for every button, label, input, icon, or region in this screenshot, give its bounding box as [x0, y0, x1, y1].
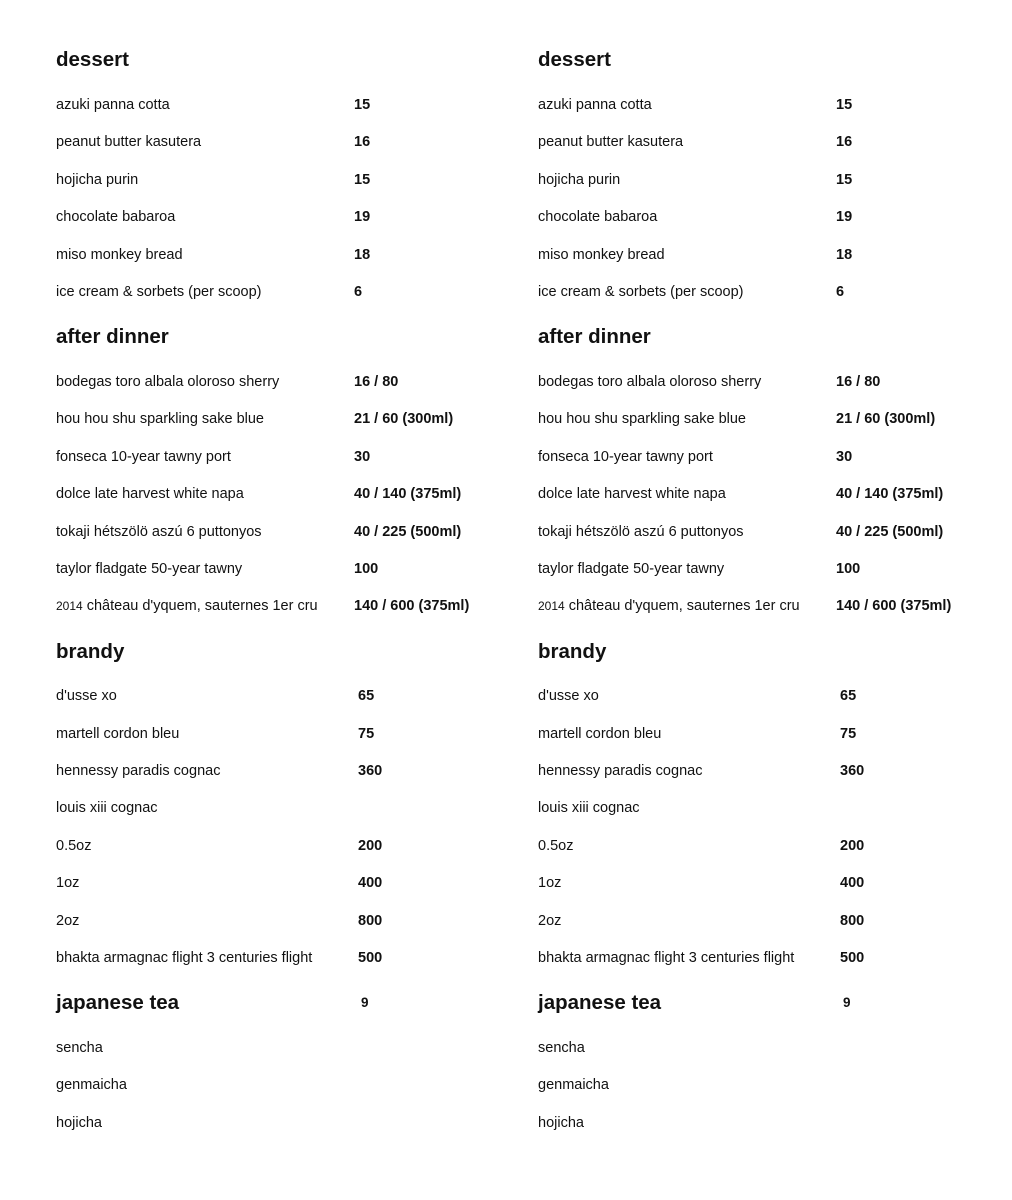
menu-item-name: bhakta armagnac flight 3 centuries flight [538, 950, 795, 966]
menu-item-price: 16 / 80 [354, 374, 399, 390]
menu-item [56, 761, 516, 781]
menu-item-name: chocolate babaroa [538, 209, 658, 225]
section-heading-japanese-tea: japanese tea [56, 991, 180, 1014]
menu-item-name: fonseca 10-year tawny port [56, 449, 231, 465]
menu-item-name: genmaicha [56, 1077, 127, 1093]
menu-item [538, 761, 998, 781]
menu-item [538, 447, 998, 467]
menu-item [538, 836, 998, 856]
menu-item [538, 1038, 998, 1058]
menu-item-price: 500 [840, 950, 865, 966]
menu-item [56, 686, 516, 706]
menu-item [538, 132, 998, 152]
menu-item [56, 1113, 516, 1133]
menu-item-name: peanut butter kasutera [538, 134, 684, 150]
menu-item-name: dolce late harvest white napa [56, 486, 244, 502]
menu-item-price: 15 [836, 97, 853, 113]
menu-item [538, 282, 998, 302]
menu-item-name: martell cordon bleu [538, 726, 662, 742]
menu-item [56, 522, 516, 542]
menu-item-price: 30 [354, 449, 371, 465]
menu-item-name: 1oz [538, 875, 562, 891]
menu-item [538, 409, 998, 429]
menu-item-name: ice cream & sorbets (per scoop) [538, 284, 744, 300]
menu-item-name: hojicha [56, 1115, 102, 1131]
menu-item [56, 484, 516, 504]
menu-item [538, 559, 998, 579]
menu-item-price: 19 [354, 209, 371, 225]
menu-item-name: miso monkey bread [538, 247, 665, 263]
menu-item-price: 200 [840, 838, 865, 854]
menu-item [56, 409, 516, 429]
menu-item-name: d'usse xo [538, 688, 599, 704]
menu-item [56, 724, 516, 744]
menu-item [56, 559, 516, 579]
menu-item-price: 65 [840, 688, 857, 704]
menu-item [538, 95, 998, 115]
menu-item-price: 19 [836, 209, 853, 225]
menu-item [538, 484, 998, 504]
menu-item-name: hojicha [538, 1115, 584, 1131]
menu-item [56, 282, 516, 302]
menu-item-price: 200 [358, 838, 383, 854]
menu-item-price: 800 [840, 913, 865, 929]
menu-item-price: 30 [836, 449, 853, 465]
menu-item [56, 372, 516, 392]
menu-item-price: 21 / 60 (300ml) [354, 411, 454, 427]
menu-item-price: 75 [840, 726, 857, 742]
menu-item [538, 873, 998, 893]
menu-item [538, 245, 998, 265]
menu-item-name: hennessy paradis cognac [56, 763, 221, 779]
menu-item-name: taylor fladgate 50-year tawny [538, 561, 725, 577]
menu-item-name: louis xiii cognac [538, 800, 640, 816]
menu-item [56, 95, 516, 115]
menu-column-right [538, 0, 1008, 1200]
menu-item [538, 724, 998, 744]
menu-item [538, 798, 998, 818]
menu-item-name: bodegas toro albala oloroso sherry [56, 374, 280, 390]
menu-item-name: hojicha purin [538, 172, 621, 188]
menu-item [56, 836, 516, 856]
menu-item-price: 75 [358, 726, 375, 742]
section-heading-brandy: brandy [538, 640, 607, 663]
menu-item-price: 40 / 225 (500ml) [354, 524, 462, 540]
menu-item-name: tokaji hétszölö aszú 6 puttonyos [538, 524, 744, 540]
section-price: 9 [361, 995, 369, 1010]
menu-item-year: 2014 [538, 599, 565, 613]
menu-item [56, 1075, 516, 1095]
menu-item-name: hou hou shu sparkling sake blue [56, 411, 264, 427]
menu-item-price: 15 [354, 172, 371, 188]
menu-item-name: d'usse xo [56, 688, 117, 704]
menu-item [56, 1038, 516, 1058]
menu-item-name: hennessy paradis cognac [538, 763, 703, 779]
menu-item [56, 245, 516, 265]
menu-item-price: 18 [354, 247, 371, 263]
menu-item-name: martell cordon bleu [56, 726, 180, 742]
menu-item-name: 2oz [538, 913, 562, 929]
menu-item-name: taylor fladgate 50-year tawny [56, 561, 243, 577]
menu-item-price: 800 [358, 913, 383, 929]
menu-item-price: 16 [354, 134, 371, 150]
menu-item-price: 40 / 140 (375ml) [836, 486, 944, 502]
menu-item-name: azuki panna cotta [56, 97, 170, 113]
menu-item-name: chocolate babaroa [56, 209, 176, 225]
menu-item-name: sencha [56, 1040, 103, 1056]
menu-item-price: 15 [836, 172, 853, 188]
menu-item [538, 596, 998, 616]
menu-item-price: 140 / 600 (375ml) [836, 598, 952, 614]
section-price: 9 [843, 995, 851, 1010]
menu-item-name: peanut butter kasutera [56, 134, 202, 150]
menu-item-price: 6 [354, 284, 363, 300]
menu-item-price: 16 / 80 [836, 374, 881, 390]
menu-item-price: 400 [840, 875, 865, 891]
menu-item-name: azuki panna cotta [538, 97, 652, 113]
menu-item-price: 16 [836, 134, 853, 150]
menu-item-name: ice cream & sorbets (per scoop) [56, 284, 262, 300]
menu-item-name: sencha [538, 1040, 585, 1056]
menu-item-name [538, 596, 800, 616]
menu-item [56, 596, 516, 616]
menu-item [56, 132, 516, 152]
menu-item-name: louis xiii cognac [56, 800, 158, 816]
menu-item-name: fonseca 10-year tawny port [538, 449, 713, 465]
menu-item-name: hojicha purin [56, 172, 139, 188]
menu-item [56, 170, 516, 190]
menu-item-name: hou hou shu sparkling sake blue [538, 411, 746, 427]
menu-item [538, 1075, 998, 1095]
menu-item [56, 798, 516, 818]
menu-item-price: 140 / 600 (375ml) [354, 598, 470, 614]
menu-item [538, 170, 998, 190]
menu-item-price: 400 [358, 875, 383, 891]
menu-item-price: 40 / 225 (500ml) [836, 524, 944, 540]
menu-item-price: 100 [836, 561, 861, 577]
menu-item-price: 65 [358, 688, 375, 704]
section-heading-brandy: brandy [56, 640, 125, 663]
menu-item [538, 207, 998, 227]
menu-item [538, 1113, 998, 1133]
menu-item [56, 207, 516, 227]
menu-item-price: 15 [354, 97, 371, 113]
menu-item-label: château d'yquem, sauternes 1er cru [86, 598, 318, 614]
section-heading-after-dinner: after dinner [56, 325, 169, 348]
menu-item [56, 873, 516, 893]
menu-item [538, 686, 998, 706]
menu-item-name: tokaji hétszölö aszú 6 puttonyos [56, 524, 262, 540]
menu-item-price: 18 [836, 247, 853, 263]
menu-item-name: miso monkey bread [56, 247, 183, 263]
menu-item-year: 2014 [56, 599, 83, 613]
menu-item-name: genmaicha [538, 1077, 609, 1093]
menu-item-name: dolce late harvest white napa [538, 486, 726, 502]
menu-item [538, 372, 998, 392]
menu-item-name: bodegas toro albala oloroso sherry [538, 374, 762, 390]
menu-item [56, 948, 516, 968]
menu-item-price: 500 [358, 950, 383, 966]
menu-item-name: 0.5oz [56, 838, 92, 854]
menu-item [538, 522, 998, 542]
menu-item [56, 911, 516, 931]
menu-item [538, 948, 998, 968]
menu-item-price: 360 [358, 763, 383, 779]
menu-item-name: bhakta armagnac flight 3 centuries flight [56, 950, 313, 966]
menu-item-price: 6 [836, 284, 845, 300]
menu-item-price: 21 / 60 (300ml) [836, 411, 936, 427]
menu-item-name: 0.5oz [538, 838, 574, 854]
menu-item-price: 40 / 140 (375ml) [354, 486, 462, 502]
section-heading-japanese-tea: japanese tea [538, 991, 662, 1014]
menu-item-name: 2oz [56, 913, 80, 929]
section-heading-dessert: dessert [538, 48, 611, 71]
menu-item-label: château d'yquem, sauternes 1er cru [568, 598, 800, 614]
menu-item-price: 100 [354, 561, 379, 577]
menu-item [56, 447, 516, 467]
menu-item-name [56, 596, 318, 616]
menu-item [538, 911, 998, 931]
menu-item-price: 360 [840, 763, 865, 779]
menu-column-left [56, 0, 526, 1200]
section-heading-after-dinner: after dinner [538, 325, 651, 348]
section-heading-dessert: dessert [56, 48, 129, 71]
menu-item-name: 1oz [56, 875, 80, 891]
